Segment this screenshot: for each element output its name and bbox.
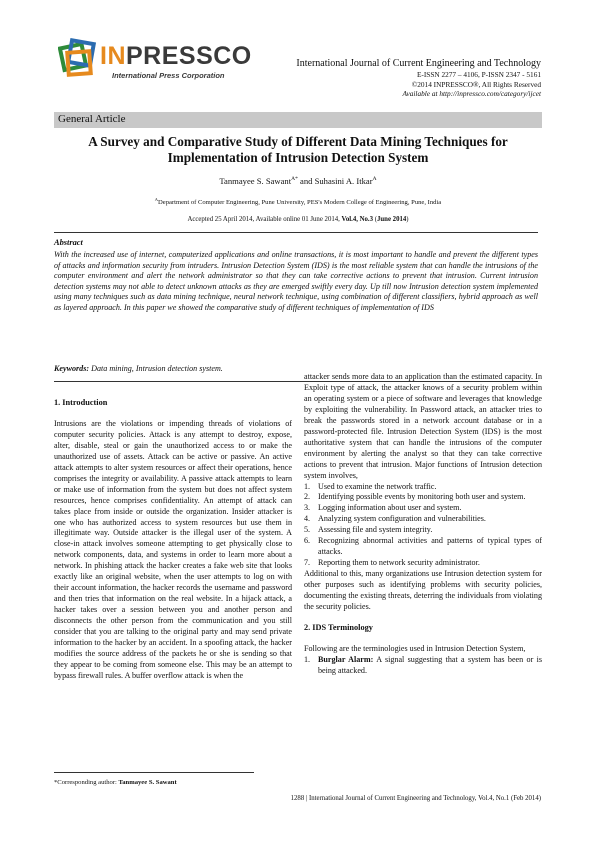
list-item xyxy=(304,536,542,558)
abstract-text: With the increased use of internet, computerized applications and online transactions, it is most important to handle and prevent the different types of attacks and information security from intruders. Intrusion Detection System (IDS) is the most reliable system that can handle the intrusions of the computer environment and alert the network administrator so that they can take corrective actions to prevent that intrusion. Current intrusion detection systems may not able to detect unknown attacks as they are emerged swiftly every day. Up till now Intrusion detection system implemented using many techniques such as data mining technique, neural network technique, using combination of different classifiers, hybrid approach as well as layered approach. In this paper we showed the comparative study of different techniques of implementation of IDS xyxy=(54,250,538,312)
list-number: 1. xyxy=(304,481,311,491)
list-item xyxy=(304,655,542,677)
term-label: Burglar Alarm: xyxy=(318,654,374,664)
volume-issue: Vol.4, No.3 xyxy=(341,216,374,223)
list-item xyxy=(304,514,542,525)
logo-tagline: International Press Corporation xyxy=(112,71,225,80)
list-number: 3. xyxy=(304,503,311,513)
journal-copyright: ©2014 INPRESSCO®, All Rights Reserved xyxy=(411,79,541,89)
author-conjunction: and xyxy=(297,176,315,186)
footnote-label: *Corresponding author: xyxy=(54,779,119,786)
issue-date: June 2014 xyxy=(377,216,407,223)
title-line-2: Implementation of Intrusion Detection System xyxy=(167,149,429,165)
introduction-paragraph: Intrusions are the violations or impending threads of violations of computer security policies. Attack is any attempt to destroy, expose, alter, disable, steal or gain the unauthorized access to or make the unauthorized use of assets. Attack can be active or passive. An active attack attempts to alter system resources or affect their operations, hence comprises the integrity or availability. A passive attack attempts to learn or make use of information from the system but does not affect system resources, hence comprises confidentiality. An attempt of attack can takes place from inside or outside the organization. Insider attacker is one who has authorized access to system resources but use them in illegitimate way. Outside attacker is the illegal user of the system. A close-in attack involves someone attempting to get physically close to network components, data, and systems in order to learn more about a network. In phishing attack the hacker creates a fake web site that looks exactly like an original website, when the user attempts to log on with their account information, the hacker records the username and password and then tries that information on the real website. In a hijack attack, a hacker takes over a session between you and another person and disconnects the other person from the communication and you still consider that you are talking to the original party and may send private information to the hacker by an accident. In a spoofing attack, the hacker modifies the source address of the packets he or she is sending so that they appear to be coming from someone else. This may be an attempt to bypass firewall rules. A buffer overflow attack is when the xyxy=(54,418,292,680)
abstract-top-rule xyxy=(54,232,538,233)
article-type-label: General Article xyxy=(58,113,126,125)
author-2-mark: A xyxy=(372,176,377,183)
footnote xyxy=(54,779,177,786)
author-1: Tanmayee S. Sawant xyxy=(219,176,292,186)
page-footer: 1288 | International Journal of Current Engineering and Technology, Vol.4, No.1 (Feb 2014) xyxy=(290,795,541,802)
journal-issn: E-ISSN 2277 – 4106, P-ISSN 2347 - 5161 xyxy=(416,70,541,79)
list-text: Reporting them to network security administrator. xyxy=(318,558,480,568)
affiliation xyxy=(54,197,542,206)
article-type-band xyxy=(54,112,542,128)
logo-emblem-icon xyxy=(58,36,102,80)
list-number: 5. xyxy=(304,525,311,535)
list-text: Identifying possible events by monitoring both user and system. xyxy=(318,492,526,502)
logo-wordmark: INPRESSCO xyxy=(100,42,252,70)
author-1-mark: A* xyxy=(291,176,298,183)
journal-name: International Journal of Current Engineering and Technology xyxy=(296,58,541,69)
list-number: 7. xyxy=(304,558,311,568)
paper-title xyxy=(54,134,542,165)
abstract-heading: Abstract xyxy=(54,238,83,247)
list-number: 6. xyxy=(304,536,311,546)
author-list xyxy=(54,176,542,186)
list-item xyxy=(304,492,542,503)
keywords-text: Data mining, Intrusion detection system. xyxy=(89,364,223,373)
footnote-rule xyxy=(54,772,254,773)
affiliation-text: Department of Computer Engineering, Pune University, PES's Modern College of Engineering, Pune, India xyxy=(158,199,442,207)
introduction-continued: attacker sends more data to an application than the estimated capacity. In Exploit type of attack, the attacker knows of a security problem within an operating system or a piece of software and leverages that knowledge by exploiting the vulnerability. In Password attack, an attacker tries to break the passwords stored in a network account database or in a password-protected file. Intrusion Detection System (IDS) is the most authoritative system that can handle the intrusions of the computer environment by alerting the analyst so that they can take corrective actions to prevent that intrusion. Major functions of Intrusion detection system involves, xyxy=(304,372,542,480)
list-item xyxy=(304,558,542,569)
list-number: 4. xyxy=(304,514,311,524)
footnote-author: Tanmayee S. Sawant xyxy=(118,779,177,786)
publisher-logo xyxy=(58,36,252,88)
section-heading-terminology: 2. IDS Terminology xyxy=(304,622,373,632)
right-column xyxy=(304,372,542,677)
additional-paragraph: Additional to this, many organizations use Intrusion detection system for other purposes such as identifying problems with security policies, documenting the existing threats, deterring the individuals from violating the security policies. xyxy=(304,569,542,612)
publication-dates: Accepted 25 April 2014, Available online 01 June 2014, Vol.4, No.3 (June 2014) xyxy=(187,216,409,223)
list-text: Logging information about user and system. xyxy=(318,503,462,513)
author-2: Suhasini A. Itkar xyxy=(314,176,373,186)
section-heading-introduction: 1. Introduction xyxy=(54,398,108,407)
affiliation-mark: A xyxy=(154,197,159,202)
list-item xyxy=(304,482,542,493)
terminology-intro: Following are the terminologies used in Intrusion Detection System, xyxy=(304,643,526,653)
list-item xyxy=(304,525,542,536)
dates-text: Accepted 25 April 2014, Available online 01 June 2014, xyxy=(187,216,342,223)
list-item xyxy=(304,503,542,514)
list-number: 1. xyxy=(304,654,311,664)
list-text: Analyzing system configuration and vulnerabilities. xyxy=(318,514,486,524)
list-text: Used to examine the network traffic. xyxy=(318,481,437,491)
list-text: Recognizing abnormal activities and patterns of typical types of attacks. xyxy=(318,536,542,557)
left-column xyxy=(54,398,292,682)
title-line-1: A Survey and Comparative Study of Different Data Mining Techniques for xyxy=(88,134,508,149)
list-number: 2. xyxy=(304,492,311,502)
journal-url[interactable]: Available at http://inpressco.com/category/ijcet xyxy=(402,89,541,99)
terminology-list xyxy=(304,655,542,677)
journal-info xyxy=(296,58,541,99)
list-text: Assessing file and system integrity. xyxy=(318,525,433,535)
keywords-label: Keywords: xyxy=(54,364,90,373)
ids-functions-list xyxy=(304,482,542,570)
term-text: A signal suggesting that a system has been or is being attacked. xyxy=(318,654,542,675)
